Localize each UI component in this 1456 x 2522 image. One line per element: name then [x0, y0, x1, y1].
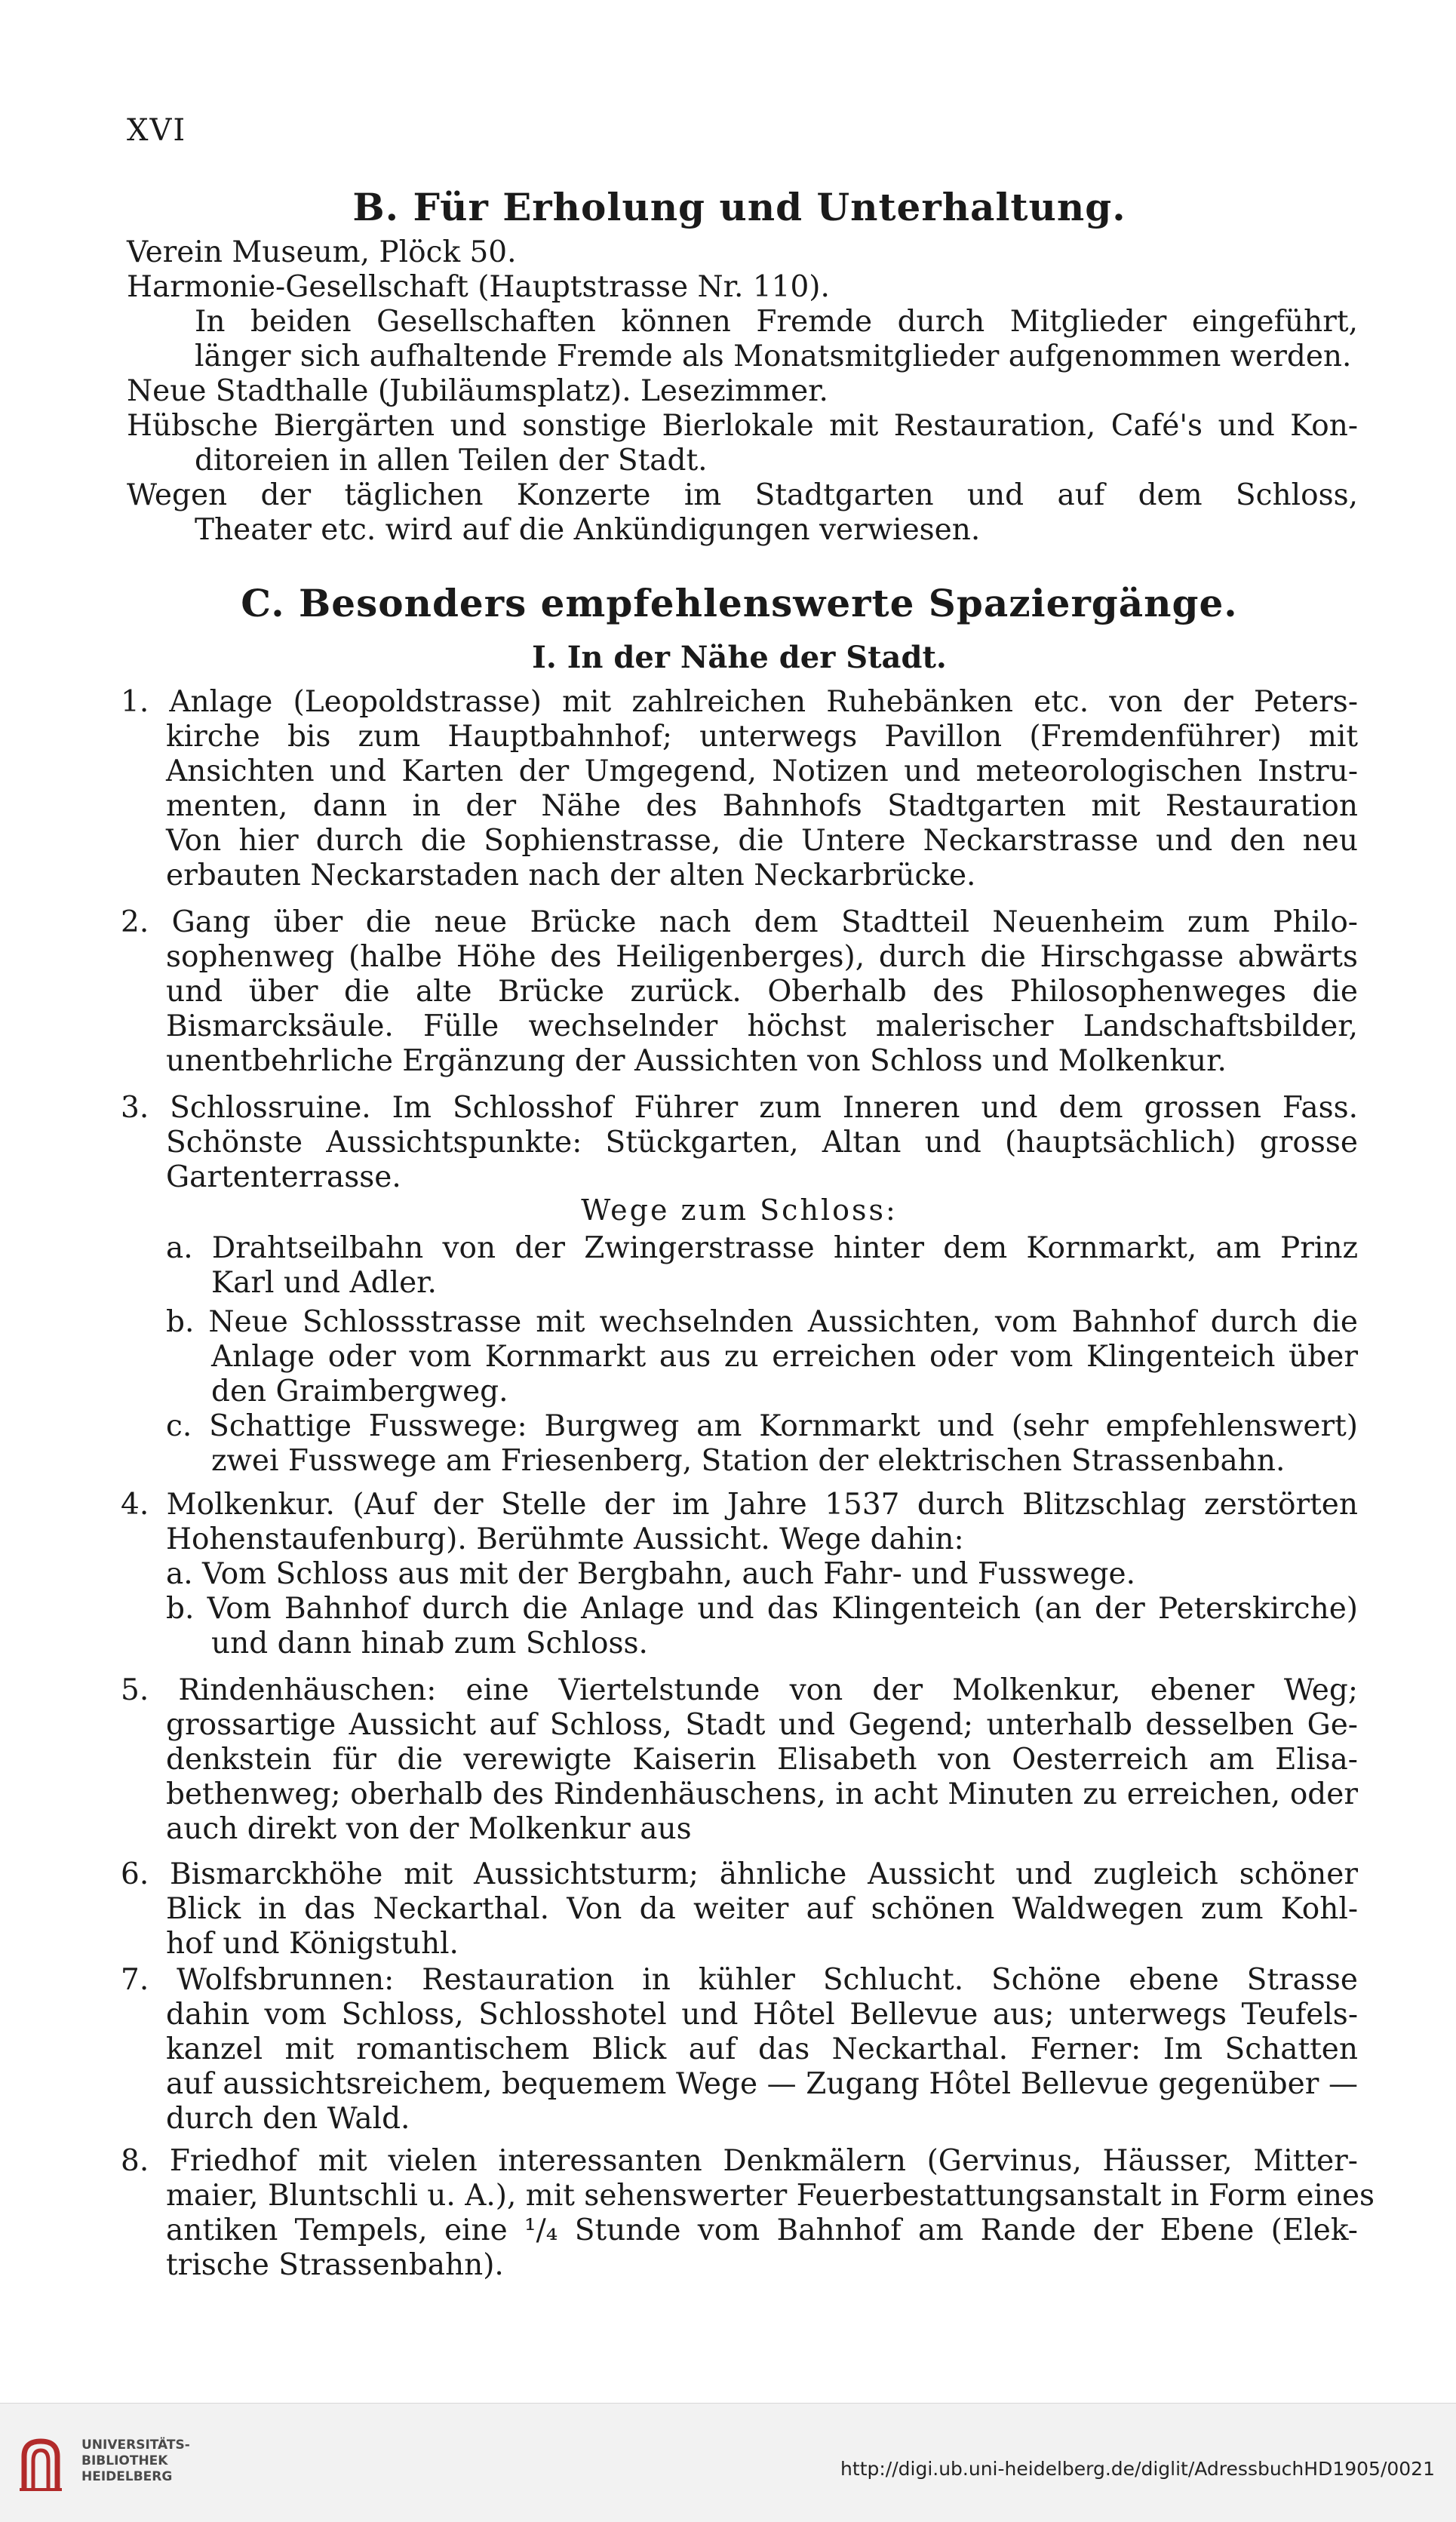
text-line: 1. Anlage (Leopoldstrasse) mit zahlreichen Ruhebänken etc. von der Peters- [121, 685, 1358, 719]
text-line: Anlage oder vom Kornmarkt aus zu erreichen oder vom Klingenteich über [211, 1340, 1358, 1374]
page-number: XVI [127, 113, 187, 148]
text-line: 5. Rindenhäuschen: eine Viertelstunde von der Molkenkur, ebener Weg; [121, 1673, 1358, 1707]
text-line: Harmonie-Gesellschaft (Hauptstrasse Nr. 110). [127, 270, 830, 304]
text-line: trische Strassenbahn). [166, 2248, 504, 2282]
text-line: zwei Fusswege am Friesenberg, Station der elektrischen Strassenbahn. [211, 1444, 1286, 1478]
text-line: Blick in das Neckarthal. Von da weiter auf schönen Waldwegen zum Kohl- [166, 1892, 1358, 1926]
text-line: erbauten Neckarstaden nach der alten Neckarbrücke. [166, 859, 976, 892]
text-line: denkstein für die verewigte Kaiserin Elisabeth von Oesterreich am Elisa- [166, 1743, 1358, 1777]
text-line: Neue Stadthalle (Jubiläumsplatz). Lesezimmer. [127, 374, 828, 408]
text-line: durch den Wald. [166, 2102, 410, 2136]
library-name-line: BIBLIOTHEK [81, 2453, 168, 2468]
text-line: Gartenterrasse. [166, 1160, 401, 1194]
text-line: c. Schattige Fusswege: Burgweg am Kornmarkt und (sehr empfehlenswert) [166, 1409, 1358, 1443]
footer-bar [0, 2403, 1456, 2522]
text-line: a. Drahtseilbahn von der Zwingerstrasse hinter dem Kornmarkt, am Prinz [166, 1231, 1358, 1265]
source-url-link[interactable]: http://digi.ub.uni-heidelberg.de/diglit/AdressbuchHD1905/0021 [840, 2458, 1435, 2480]
text-line: Schönste Aussichtspunkte: Stückgarten, Altan und (hauptsächlich) grosse [166, 1126, 1358, 1160]
text-line: 4. Molkenkur. (Auf der Stelle der im Jahre 1537 durch Blitzschlag zerstörten [121, 1488, 1358, 1522]
library-name [81, 2438, 190, 2485]
text-line: b. Neue Schlossstrasse mit wechselnden Aussichten, vom Bahnhof durch die [166, 1305, 1358, 1339]
text-line: den Graimbergweg. [211, 1375, 508, 1408]
text-line: Bismarcksäule. Fülle wechselnder höchst malerischer Landschaftsbilder, [166, 1009, 1358, 1043]
text-line: Karl und Adler. [211, 1266, 437, 1300]
text-line: grossartige Aussicht auf Schloss, Stadt und Gegend; unterhalb desselben Ge- [166, 1708, 1358, 1742]
text-line: b. Vom Bahnhof durch die Anlage und das Klingenteich (an der Peterskirche) [166, 1592, 1358, 1626]
text-line: 7. Wolfsbrunnen: Restauration in kühler Schlucht. Schöne ebene Strasse [121, 1963, 1358, 1997]
text-line: unentbehrliche Ergänzung der Aussichten von Schloss und Molkenkur. [166, 1044, 1227, 1078]
section-b-heading: B. Für Erholung und Unterhaltung. [352, 185, 1126, 229]
text-line: 2. Gang über die neue Brücke nach dem Stadtteil Neuenheim zum Philo- [121, 905, 1358, 939]
text-line: länger sich aufhaltende Fremde als Monatsmitglieder aufgenommen werden. [195, 339, 1352, 373]
library-name-line: HEIDELBERG [81, 2469, 173, 2484]
text-line: auf aussichtsreichem, bequemem Wege — Zugang Hôtel Bellevue gegenüber — [166, 2067, 1358, 2101]
text-line: Hohenstaufenburg). Berühmte Aussicht. Wege dahin: [166, 1522, 964, 1556]
text-line: kanzel mit romantischem Blick auf das Neckarthal. Ferner: Im Schatten [166, 2032, 1358, 2066]
text-line: maier, Bluntschli u. A.), mit sehenswerter Feuerbestattungsanstalt in Form eines [166, 2179, 1375, 2213]
text-line: menten, dann in der Nähe des Bahnhofs Stadtgarten mit Restauration [166, 789, 1358, 823]
text-line: dahin vom Schloss, Schlosshotel und Hôtel Bellevue aus; unterwegs Teufels- [166, 1998, 1358, 2032]
text-line: 6. Bismarckhöhe mit Aussichtsturm; ähnliche Aussicht und zugleich schöner [121, 1857, 1358, 1891]
text-line: a. Vom Schloss aus mit der Bergbahn, auch Fahr- und Fusswege. [166, 1557, 1135, 1591]
section-c-heading: C. Besonders empfehlenswerte Spaziergänge. [241, 581, 1238, 625]
text-line: sophenweg (halbe Höhe des Heiligenberges), durch die Hirschgasse abwärts [166, 940, 1358, 974]
text-line: Theater etc. wird auf die Ankündigungen verwiesen. [195, 513, 981, 547]
university-library-logo-icon [15, 2434, 68, 2494]
text-line: hof und Königstuhl. [166, 1927, 459, 1961]
text-line: auch direkt von der Molkenkur aus [166, 1812, 692, 1846]
text-line: Wegen der täglichen Konzerte im Stadtgarten und auf dem Schloss, [127, 478, 1358, 512]
text-line: kirche bis zum Hauptbahnhof; unterwegs Pavillon (Fremdenführer) mit [166, 720, 1358, 754]
text-line: bethenweg; oberhalb des Rindenhäuschens, in acht Minuten zu erreichen, oder [166, 1777, 1358, 1811]
text-line: antiken Tempels, eine ¹/₄ Stunde vom Bahnhof am Rande der Ebene (Elek- [166, 2213, 1358, 2247]
section-c-subheading: I. In der Nähe der Stadt. [532, 640, 947, 675]
text-line: 3. Schlossruine. Im Schlosshof Führer zum Inneren und dem grossen Fass. [121, 1091, 1358, 1125]
text-line: In beiden Gesellschaften können Fremde durch Mitglieder eingeführt, [195, 305, 1358, 339]
text-line: und dann hinab zum Schloss. [211, 1627, 648, 1660]
text-line: Hübsche Biergärten und sonstige Bierlokale mit Restauration, Café's und Kon- [127, 409, 1358, 443]
wege-zum-schloss-heading: Wege zum Schloss: [581, 1193, 898, 1227]
text-line: 8. Friedhof mit vielen interessanten Denkmälern (Gervinus, Häusser, Mitter- [121, 2144, 1358, 2178]
text-line: und über die alte Brücke zurück. Oberhalb des Philosophenweges die [166, 975, 1358, 1009]
text-line: Verein Museum, Plöck 50. [127, 235, 517, 269]
text-line: Von hier durch die Sophienstrasse, die Untere Neckarstrasse und den neu [166, 824, 1358, 858]
text-line: ditoreien in allen Teilen der Stadt. [195, 444, 708, 478]
library-name-line: UNIVERSITÄTS- [81, 2438, 190, 2453]
text-line: Ansichten und Karten der Umgegend, Notizen und meteorologischen Instru- [166, 754, 1358, 788]
